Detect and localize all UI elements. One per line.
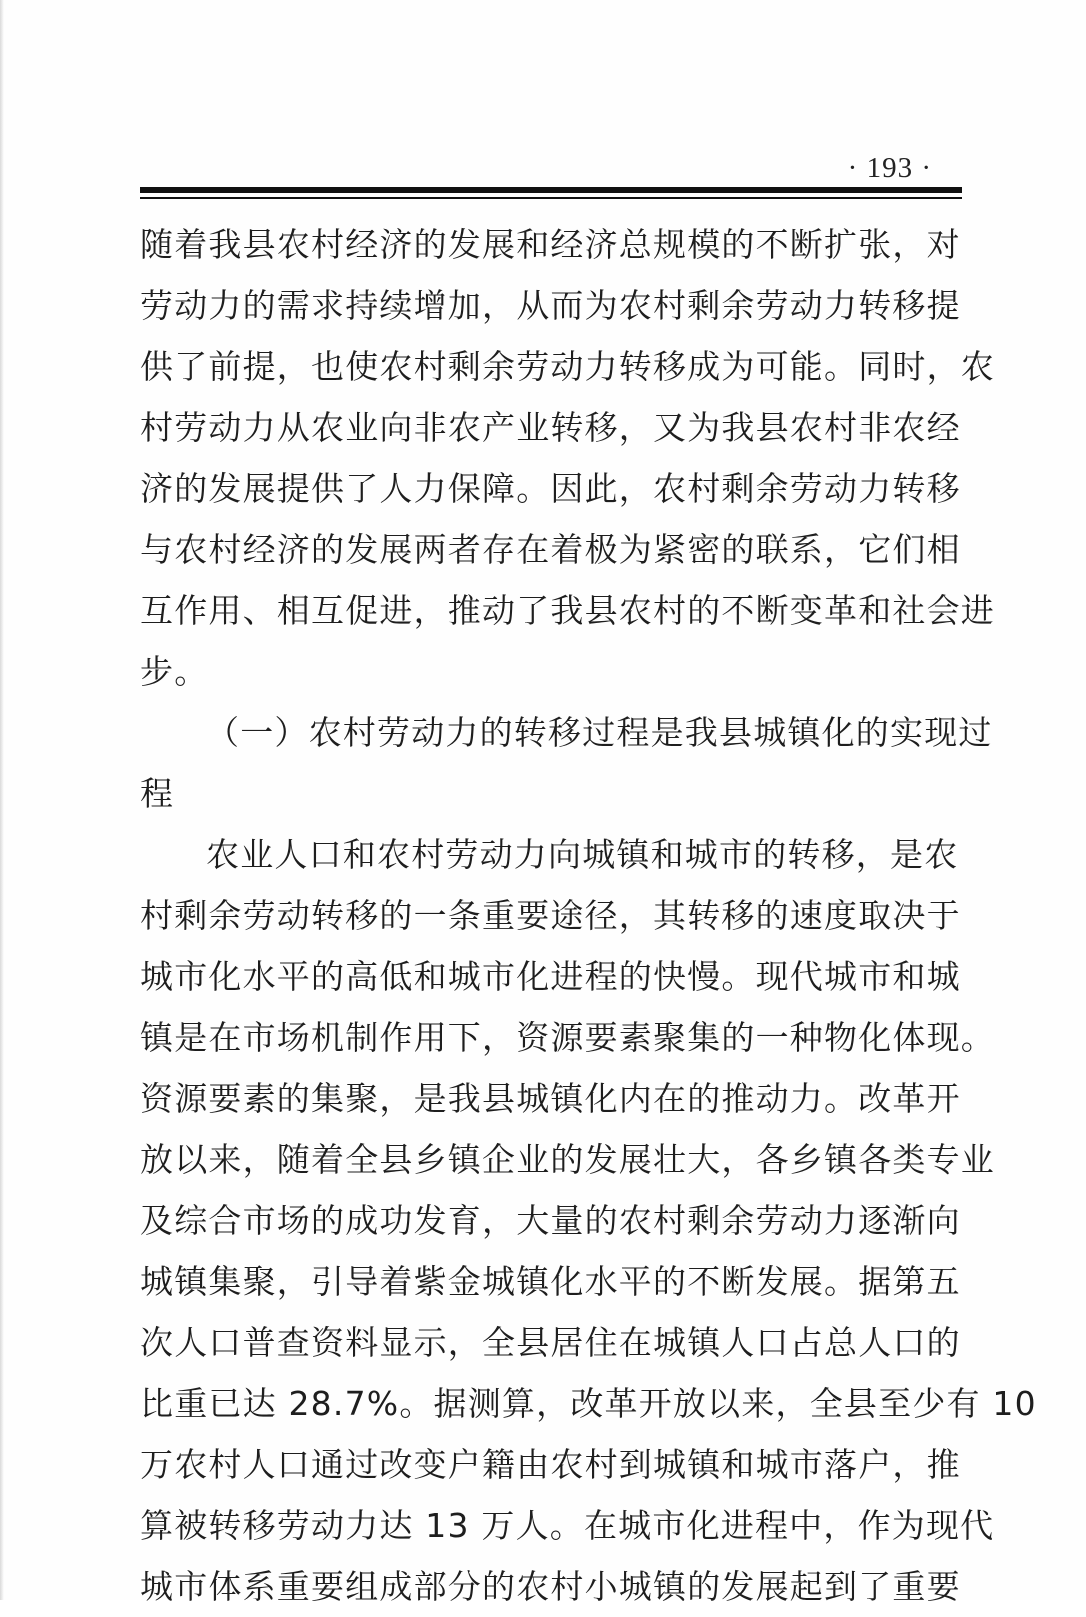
- paragraph-1-line-6: 与农村经济的发展两者存在着极为紧密的联系，它们相: [140, 530, 961, 569]
- paragraph-1-line-7: 互作用、相互促进，推动了我县农村的不断变革和社会进: [140, 591, 995, 630]
- paragraph-2-line-1: 农业人口和农村劳动力向城镇和城市的转移，是农: [206, 835, 959, 874]
- paragraph-2-line-6: 放以来，随着全县乡镇企业的发展壮大，各乡镇各类专业: [140, 1140, 995, 1179]
- paragraph-2-line-11: 万农村人口通过改变户籍由农村到城镇和城市落户，推: [140, 1445, 961, 1484]
- paragraph-1-line-8: 步。: [140, 652, 209, 691]
- paragraph-2-line-5: 资源要素的集聚，是我县城镇化内在的推动力。改革开: [140, 1079, 961, 1118]
- section-heading-line-1: （一）农村劳动力的转移过程是我县城镇化的实现过: [206, 713, 993, 752]
- paragraph-1-line-5: 济的发展提供了人力保障。因此，农村剩余劳动力转移: [140, 469, 961, 508]
- paragraph-2-line-13: 城市体系重要组成部分的农村小城镇的发展起到了重要: [140, 1567, 961, 1606]
- paragraph-2-line-7: 及综合市场的成功发育，大量的农村剩余劳动力逐渐向: [140, 1201, 961, 1240]
- paragraph-1-line-2: 劳动力的需求持续增加，从而为农村剩余劳动力转移提: [140, 286, 961, 325]
- header-rule-thin: [140, 197, 962, 199]
- paragraph-2-line-8: 城镇集聚，引导着紫金城镇化水平的不断发展。据第五: [140, 1262, 961, 1301]
- scan-edge: [0, 0, 4, 1600]
- paragraph-2-line-3: 城市化水平的高低和城市化进程的快慢。现代城市和城: [140, 957, 961, 996]
- paragraph-1-line-1: 随着我县农村经济的发展和经济总规模的不断扩张，对: [140, 225, 961, 264]
- section-heading-line-2: 程: [140, 774, 175, 813]
- body-text: [140, 214, 1037, 1617]
- paragraph-2-line-12: 算被转移劳动力达 13 万人。在城市化进程中，作为现代: [140, 1506, 995, 1545]
- paragraph-2-line-4: 镇是在市场机制作用下，资源要素聚集的一种物化体现。: [140, 1018, 995, 1057]
- paragraph-1-line-4: 村劳动力从农业向非农产业转移，又为我县农村非农经: [140, 408, 961, 447]
- paragraph-2-line-10: 比重已达 28.7%。据测算，改革开放以来，全县至少有 10: [140, 1384, 1037, 1423]
- paragraph-1-line-3: 供了前提，也使农村剩余劳动力转移成为可能。同时，农: [140, 347, 995, 386]
- page-number: · 193 ·: [847, 152, 932, 184]
- paragraph-2-line-2: 村剩余劳动转移的一条重要途径，其转移的速度取决于: [140, 896, 961, 935]
- paragraph-2-line-9: 次人口普查资料显示，全县居住在城镇人口占总人口的: [140, 1323, 961, 1362]
- page-header: [140, 150, 962, 206]
- header-rule-thick: [140, 187, 962, 193]
